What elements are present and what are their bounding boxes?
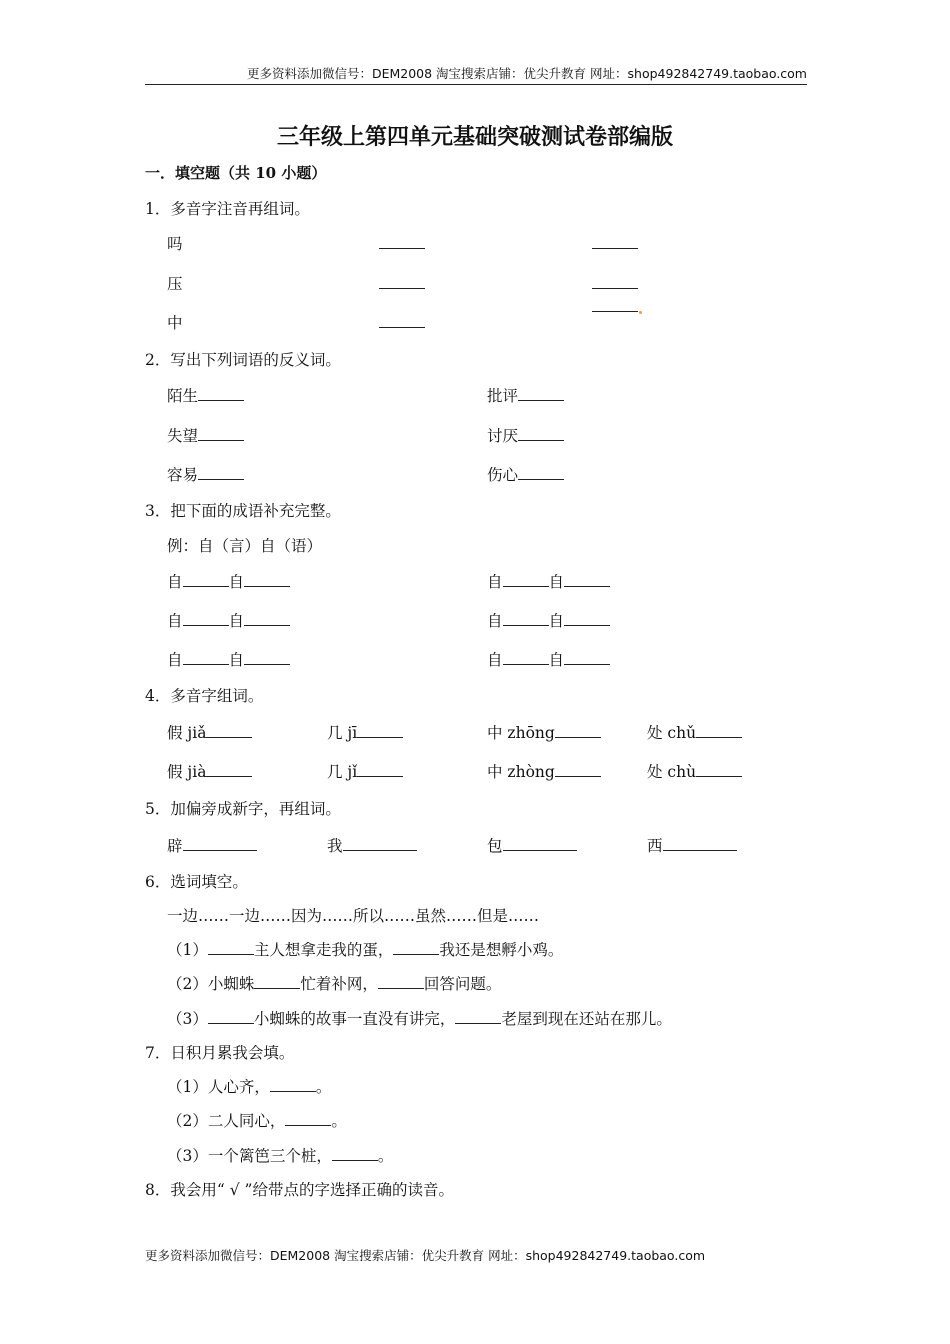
q6-stem: 6．选词填空。 [145, 873, 248, 891]
q4-item: 中 zhòng [487, 761, 601, 783]
q1-blank[interactable] [379, 312, 425, 334]
idiom-item: 自 自 [167, 571, 290, 593]
q4-item: 处 chǔ [647, 722, 742, 744]
q2-stem: 2．写出下列词语的反义词。 [145, 351, 341, 369]
q1-blank[interactable] [379, 273, 425, 295]
page-footer: 更多资料添加微信号：DEM2008 淘宝搜索店铺：优尖升教育 网址：shop492842749.taobao.com [145, 1248, 706, 1263]
idiom-item: 自 自 [167, 610, 290, 632]
q6-item: （2）小蜘蛛 忙着补网， 回答问题。 [167, 975, 502, 993]
idiom-item: 自 自 [487, 571, 610, 593]
q2-item: 陌生 [167, 385, 244, 407]
q3-stem: 3．把下面的成语补充完整。 [145, 502, 341, 520]
q1-char: 吗 [167, 235, 183, 253]
q6-item: （3） 小蜘蛛的故事一直没有讲完， 老屋到现在还站在那儿。 [167, 1010, 672, 1028]
page-title: 三年级上第四单元基础突破测试卷部编版 [276, 124, 673, 150]
q2-item: 伤心 [487, 464, 564, 486]
section-heading: 一．填空题（共 10 小题） [145, 164, 327, 182]
page-header: 更多资料添加微信号：DEM2008 淘宝搜索店铺：优尖升教育 网址：shop492842749.taobao.com [145, 66, 807, 85]
q4-item: 假 jià [167, 761, 252, 783]
q2-item: 容易 [167, 464, 244, 486]
q4-stem: 4．多音字组词。 [145, 687, 264, 705]
q7-item: （2）二人同心， 。 [167, 1112, 347, 1130]
q5-stem: 5．加偏旁成新字，再组词。 [145, 800, 341, 818]
q2-item: 讨厌 [487, 425, 564, 447]
q6-item: （1） 主人想拿走我的蛋， 我还是想孵小鸡。 [167, 941, 564, 959]
q1-stem: 1．多音字注音再组词。 [145, 200, 310, 218]
q3-example: 例：自（言）自（语） [167, 537, 323, 555]
q4-item: 假 jiǎ [167, 722, 252, 744]
q4-item: 几 jī [327, 722, 403, 744]
q7-item: （1）人心齐， 。 [167, 1078, 332, 1096]
q7-item: （3）一个篱笆三个桩， 。 [167, 1147, 394, 1165]
q5-item: 辟 [167, 835, 257, 857]
q6-options: 一边……一边……因为……所以……虽然……但是…… [167, 907, 540, 925]
q5-item: 我 [327, 835, 417, 857]
q1-blank[interactable] [592, 233, 638, 255]
idiom-item: 自 自 [487, 649, 610, 671]
idiom-item: 自 自 [487, 610, 610, 632]
q2-item: 失望 [167, 425, 244, 447]
q1-char: 中 [167, 314, 183, 332]
idiom-item: 自 自 [167, 649, 290, 671]
q5-item: 西 [647, 835, 737, 857]
q2-item: 批评 [487, 385, 564, 407]
q8-stem: 8．我会用“ √ ”给带点的字选择正确的读音。 [145, 1181, 454, 1199]
q4-item: 处 chù [647, 761, 742, 783]
q5-item: 包 [487, 835, 577, 857]
q4-item: 几 jǐ [327, 761, 403, 783]
q4-item: 中 zhōng [487, 722, 601, 744]
q7-stem: 7．日积月累我会填。 [145, 1044, 295, 1062]
q1-blank[interactable] [379, 233, 425, 255]
q1-blank[interactable] [592, 296, 643, 318]
q1-char: 压 [167, 275, 183, 293]
q1-blank[interactable] [592, 273, 638, 295]
